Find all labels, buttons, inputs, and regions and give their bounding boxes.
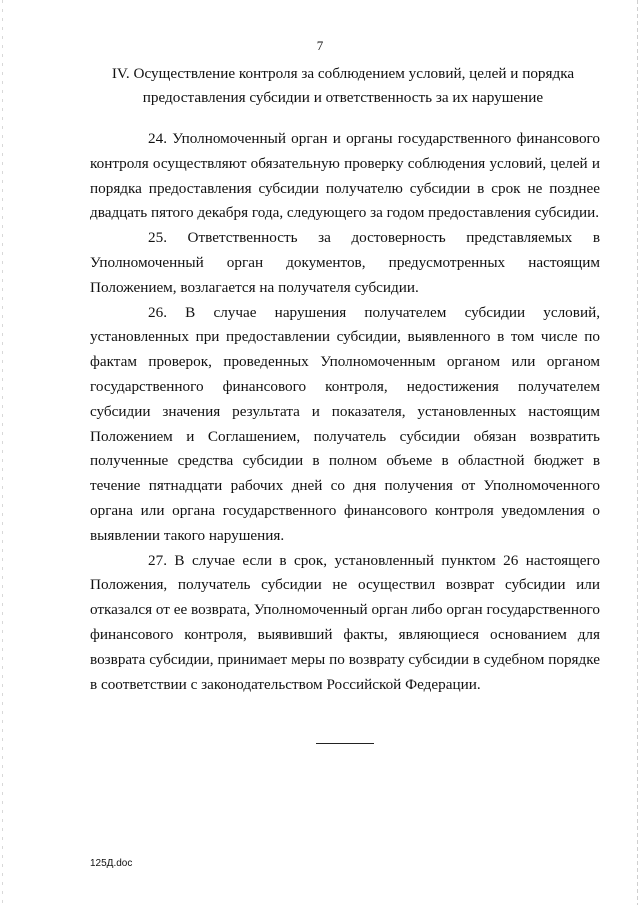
scan-edge-right [637, 0, 638, 905]
paragraph-25: 25. Ответственность за достоверность представляемых в Уполномоченный орган документов, предусмотренных настоящим Положением, возлагается на получателя субсидии. [90, 229, 600, 296]
scan-edge-left [2, 0, 3, 905]
paragraph-26: 26. В случае нарушения получателем субсидии условий, установленных при предоставлении субсидии, выявленного в том числе по фактам проверок, проведенных Уполномоченным органом или органом государственного финансового контроля, недостижения получателем субсидии значения результата и показателя, установленных настоящим Положением и Соглашением, получатель субсидии обязан возвратить полученные средства субсидии в полном объеме в областной бюджет в течение пятнадцати рабочих дней со дня получения от Уполномоченного органа или органа государственного финансового контроля уведомления о выявлении такого нарушения. [90, 303, 600, 544]
section-heading: IV. Осуществление контроля за соблюдением условий, целей и порядка предоставления субсидии и ответственность за их нарушение [111, 65, 575, 106]
paragraph-27: 27. В случае если в срок, установленный пунктом 26 настоящего Положения, получатель субсидии не осуществил возврат субсидии или отказался от ее возврата, Уполномоченный орган либо орган государственного финансового контроля, выявивший факты, являющиеся основанием для возврата субсидии, принимает меры по возврату субсидии в судебном порядке в соответствии с законодательством Российской Федерации. [90, 551, 601, 693]
page-number: 7 [316, 38, 324, 53]
end-rule [316, 743, 374, 744]
footer-filename: 125Д.doc [90, 858, 133, 869]
document-body [90, 127, 600, 697]
paragraph-24: 24. Уполномоченный орган и органы государственного финансового контроля осуществляют обязательную проверку соблюдения условий, целей и порядка предоставления субсидии получателю субсидии в срок не позднее двадцать пятого декабря года, следующего за годом предоставления субсидии. [90, 130, 600, 222]
